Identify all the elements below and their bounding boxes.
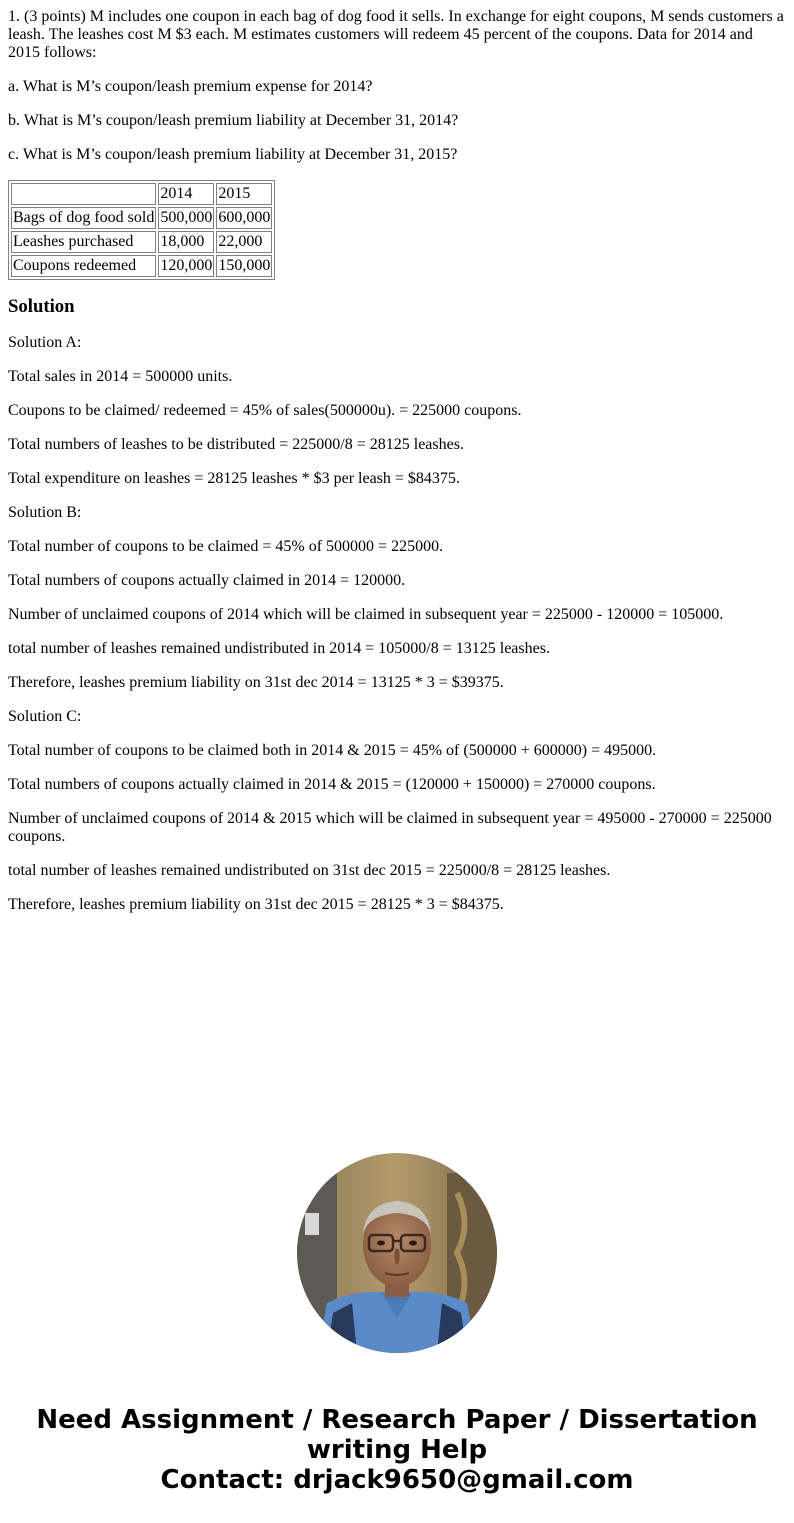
solution-line: Solution C: — [8, 708, 82, 725]
solution-line: Total sales in 2014 = 500000 units. — [8, 368, 233, 385]
solution-line: Therefore, leashes premium liability on 31st dec 2015 = 28125 * 3 = $84375. — [8, 896, 504, 913]
solution-line: Total numbers of coupons actually claimed in 2014 & 2015 = (120000 + 150000) = 270000 coupons. — [8, 776, 656, 793]
promo-line: Need Assignment / Research Paper / Dissertation — [36, 1405, 758, 1435]
author-avatar — [297, 1153, 497, 1353]
table-row — [11, 207, 272, 229]
solution-line: Therefore, leashes premium liability on 31st dec 2014 = 13125 * 3 = $39375. — [8, 674, 504, 691]
data-table — [8, 180, 275, 280]
table-header-cell: 2015 — [216, 183, 272, 205]
table-cell: 22,000 — [216, 231, 272, 253]
solution-line: Solution A: — [8, 334, 82, 351]
table-header-row — [11, 183, 272, 205]
solution-line: Total expenditure on leashes = 28125 leashes * $3 per leash = $84375. — [8, 470, 460, 487]
table-cell: Coupons redeemed — [11, 255, 156, 277]
promo-banner — [0, 1405, 794, 1495]
table-cell: 150,000 — [216, 255, 272, 277]
table-row — [11, 231, 272, 253]
table-header-cell — [11, 183, 156, 205]
table-row — [11, 255, 272, 277]
question-part-b: b. What is M’s coupon/leash premium liability at December 31, 2014? — [8, 112, 459, 129]
question-intro: 1. (3 points) M includes one coupon in each bag of dog food it sells. In exchange for eight coupons, M sends customers a leash. The leashes cost M $3 each. M estimates customers will redeem 45 percent of the coupons. Data for 2014 and 2015 follows: — [8, 8, 784, 61]
table-cell: 500,000 — [158, 207, 214, 229]
solution-line: Coupons to be claimed/ redeemed = 45% of sales(500000u). = 225000 coupons. — [8, 402, 522, 419]
question-part-c: c. What is M’s coupon/leash premium liability at December 31, 2015? — [8, 146, 458, 163]
solution-line: Total numbers of coupons actually claimed in 2014 = 120000. — [8, 572, 406, 589]
solution-line: total number of leashes remained undistributed in 2014 = 105000/8 = 13125 leashes. — [8, 640, 550, 657]
solution-line: Total numbers of leashes to be distributed = 225000/8 = 28125 leashes. — [8, 436, 464, 453]
table-cell: 120,000 — [158, 255, 214, 277]
solution-line: Number of unclaimed coupons of 2014 & 2015 which will be claimed in subsequent year = 495000 - 270000 = 225000 coupons. — [8, 810, 772, 845]
solution-line: Number of unclaimed coupons of 2014 which will be claimed in subsequent year = 225000 - 120000 = 105000. — [8, 606, 724, 623]
table-cell: Bags of dog food sold — [11, 207, 156, 229]
solution-heading: Solution — [8, 296, 75, 317]
table-cell: 18,000 — [158, 231, 214, 253]
promo-contact: Contact: drjack9650@gmail.com — [160, 1465, 634, 1495]
solution-line: Total number of coupons to be claimed = 45% of 500000 = 225000. — [8, 538, 444, 555]
solution-line: Solution B: — [8, 504, 82, 521]
author-portrait-image — [297, 1153, 497, 1353]
document-content — [8, 8, 786, 930]
table-header-cell: 2014 — [158, 183, 214, 205]
solution-line: total number of leashes remained undistributed on 31st dec 2015 = 225000/8 = 28125 leashes. — [8, 862, 611, 879]
question-part-a: a. What is M’s coupon/leash premium expense for 2014? — [8, 78, 373, 95]
promo-line: writing Help — [306, 1435, 488, 1465]
table-cell: Leashes purchased — [11, 231, 156, 253]
solution-line: Total number of coupons to be claimed both in 2014 & 2015 = 45% of (500000 + 600000) = 495000. — [8, 742, 657, 759]
table-cell: 600,000 — [216, 207, 272, 229]
